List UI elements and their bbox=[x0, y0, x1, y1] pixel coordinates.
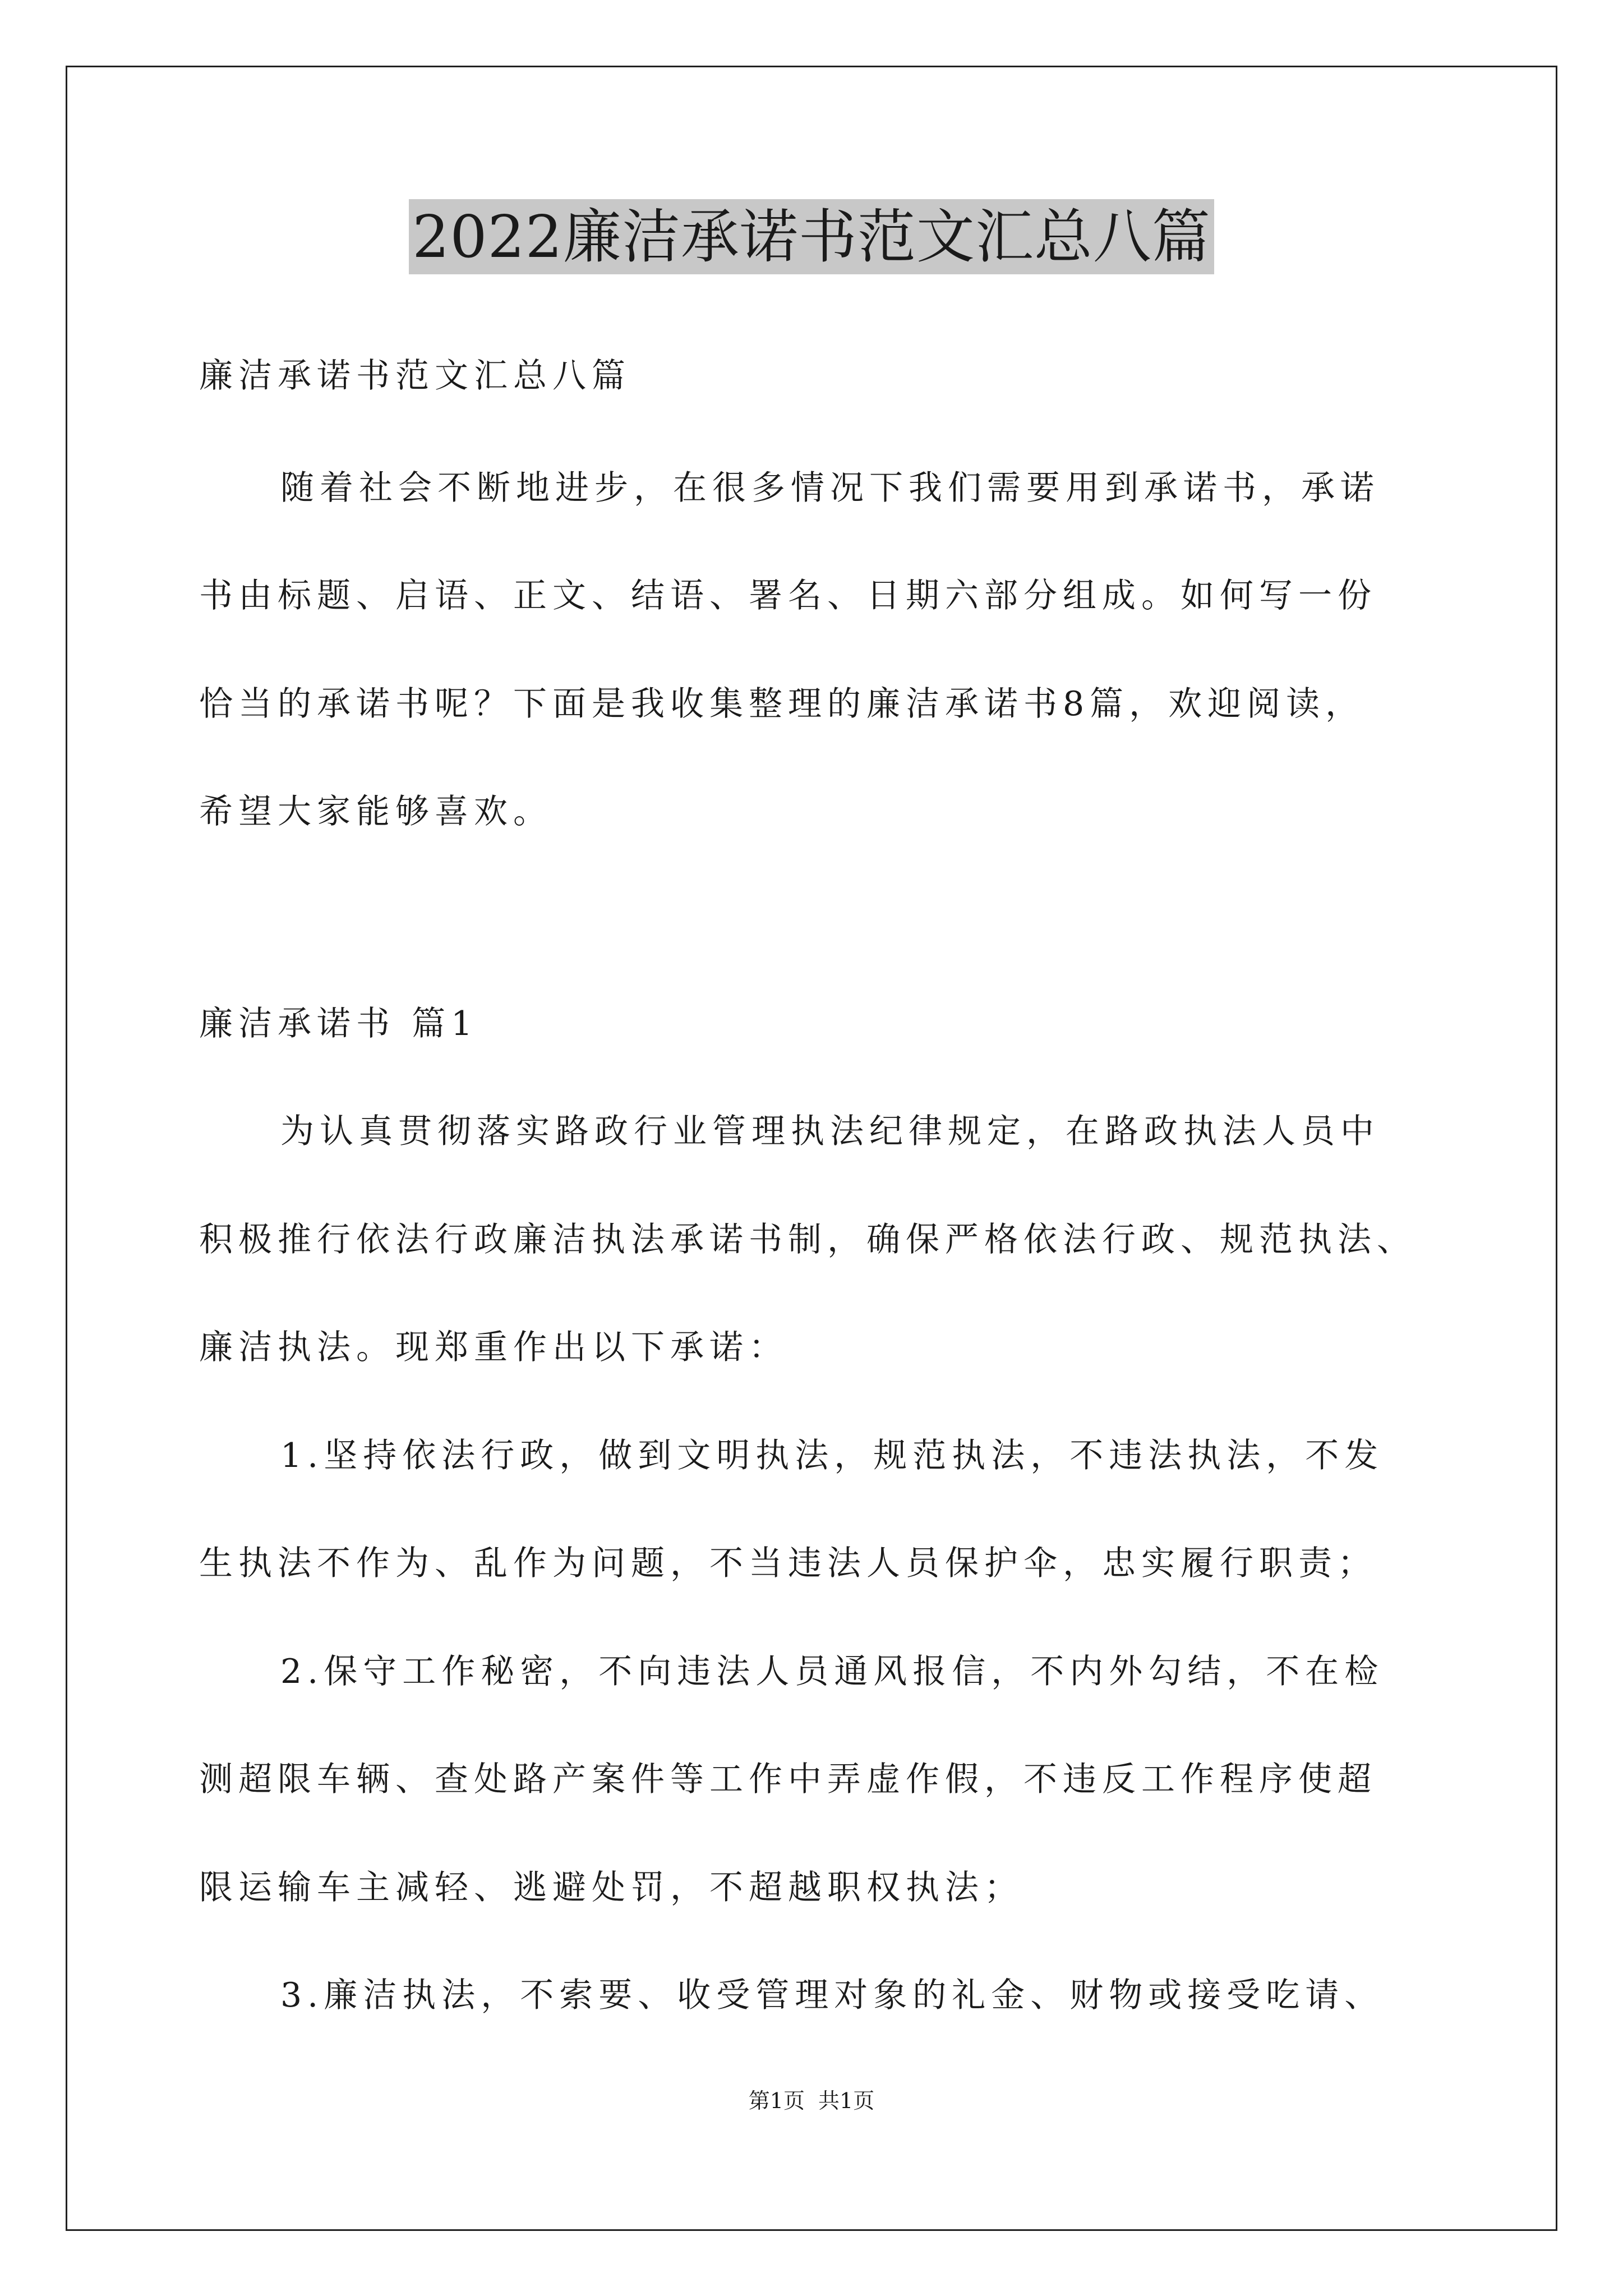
section-line: 积极推行依法行政廉洁执法承诺书制，确保严格依法行政、规范执法、 bbox=[199, 1220, 1416, 1259]
section-heading: 廉洁承诺书 篇1 bbox=[199, 1004, 478, 1043]
section-line: 生执法不作为、乱作为问题，不当违法人员保护伞，忠实履行职责； bbox=[199, 1544, 1377, 1583]
section-line: 廉洁执法。现郑重作出以下承诺： bbox=[199, 1328, 788, 1367]
intro-line: 希望大家能够喜欢。 bbox=[199, 792, 552, 831]
section-line: 测超限车辆、查处路产案件等工作中弄虚作假，不违反工作程序使超 bbox=[199, 1760, 1377, 1799]
page-number-total: 共1页 bbox=[818, 2088, 875, 2113]
page-number-current: 第1页 bbox=[748, 2088, 805, 2113]
document-title: 2022廉洁承诺书范文汇总八篇 bbox=[409, 199, 1214, 274]
section-line: 为认真贯彻落实路政行业管理执法纪律规定，在路政执法人员中 bbox=[280, 1112, 1380, 1151]
document-subtitle: 廉洁承诺书范文汇总八篇 bbox=[199, 356, 631, 395]
page-footer bbox=[0, 2087, 1623, 2115]
section-line: 限运输车主减轻、逃避处罚，不超越职权执法； bbox=[199, 1868, 1023, 1907]
intro-line: 书由标题、启语、正文、结语、署名、日期六部分组成。如何写一份 bbox=[199, 576, 1377, 615]
intro-line: 恰当的承诺书呢？下面是我收集整理的廉洁承诺书8篇，欢迎阅读， bbox=[199, 684, 1365, 724]
section-line: 2.保守工作秘密，不向违法人员通风报信，不内外勾结，不在检 bbox=[280, 1652, 1384, 1691]
title-container bbox=[0, 199, 1623, 274]
intro-line: 随着社会不断地进步，在很多情况下我们需要用到承诺书，承诺 bbox=[280, 468, 1380, 508]
section-line: 1.坚持依法行政，做到文明执法，规范执法，不违法执法，不发 bbox=[280, 1436, 1384, 1475]
section-line: 3.廉洁执法，不索要、收受管理对象的礼金、财物或接受吃请、 bbox=[280, 1976, 1384, 2015]
